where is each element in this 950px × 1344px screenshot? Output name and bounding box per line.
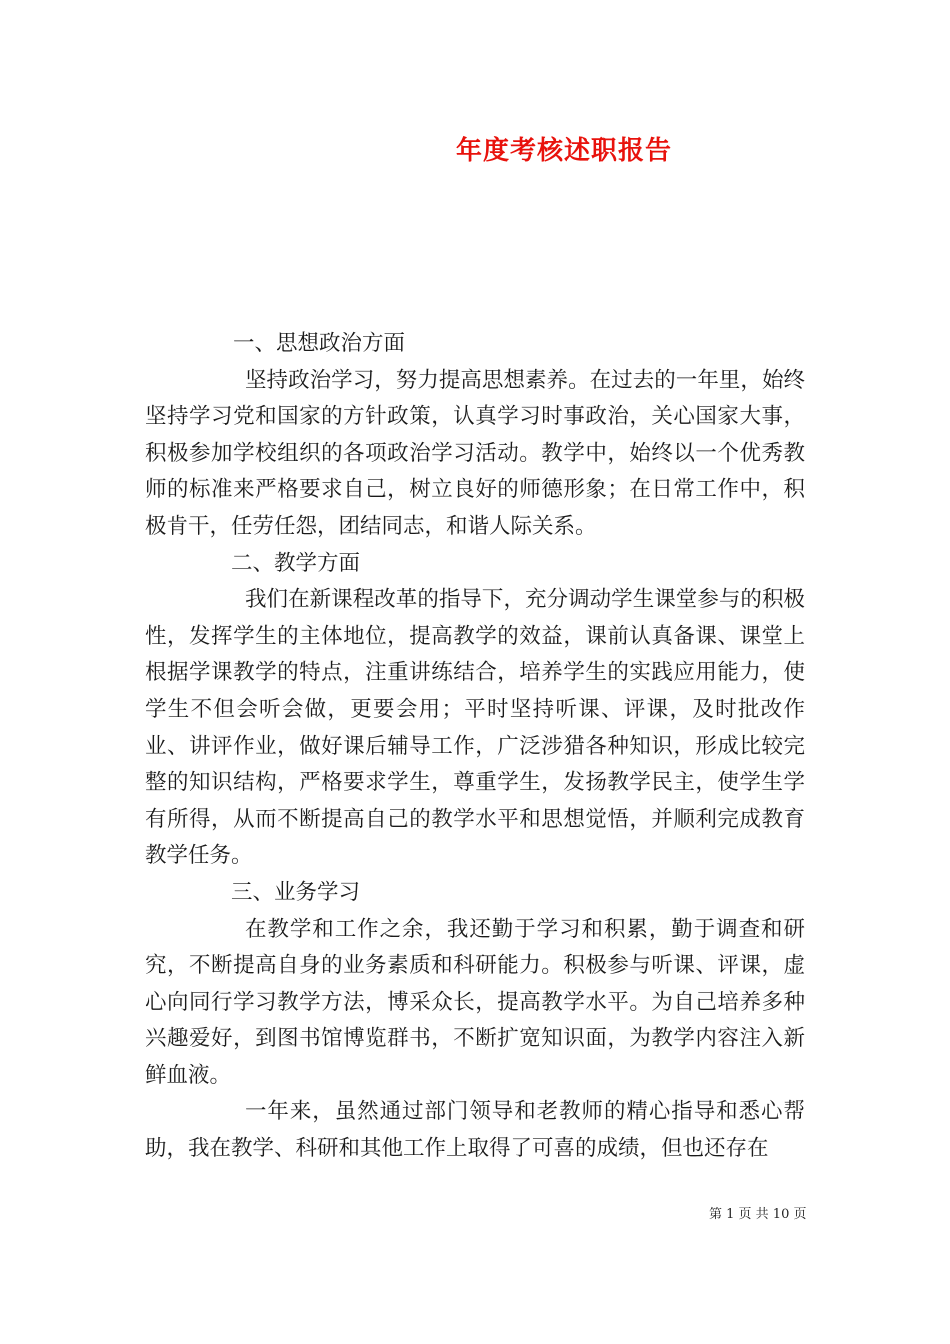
document-body bbox=[145, 326, 805, 1168]
section-heading-study: 三、业务学习 bbox=[231, 879, 361, 905]
section-paragraph-study: 在教学和工作之余，我还勤于学习和积累，勤于调查和研究，不断提高自身的业务素质和科研能力。积极参与听课、评课，虚心向同行学习教学方法，博采众长，提高教学水平。为自己培养多种兴趣爱好，到图书馆博览群书，不断扩宽知识面，为教学内容注入新鲜血液。 bbox=[145, 916, 805, 1088]
section-heading-politics: 一、思想政治方面 bbox=[233, 331, 406, 356]
section-paragraph-teaching: 我们在新课程改革的指导下，充分调动学生课堂参与的积极性，发挥学生的主体地位，提高教学的效益，课前认真备课、课堂上根据学课教学的特点，注重讲练结合，培养学生的实践应用能力，使学生不但会听会做，更要会用；平时坚持听课、评课，及时批改作业、讲评作业，做好课后辅导工作，广泛涉猎各种知识，形成比较完整的知识结构，严格要求学生，尊重学生，发扬教学民主，使学生学有所得，从而不断提高自己的教学水平和思想觉悟，并顺利完成教育教学任务。 bbox=[145, 587, 805, 869]
section-paragraph-politics: 坚持政治学习，努力提高思想素养。在过去的一年里，始终坚持学习党和国家的方针政策，认真学习时事政治，关心国家大事，积极参加学校组织的各项政治学习活动。教学中，始终以一个优秀教师的标准来严格要求自己，树立良好的师德形象；在日常工作中，积极肯干，任劳任怨，团结同志，和谐人际关系。 bbox=[145, 367, 805, 539]
closing-paragraph: 一年来，虽然通过部门领导和老教师的精心指导和悉心帮助，我在教学、科研和其他工作上取得了可喜的成绩，但也还存在 bbox=[145, 1099, 805, 1162]
document-title: 年度考核述职报告 bbox=[455, 136, 672, 166]
section-heading-teaching: 二、教学方面 bbox=[231, 550, 361, 576]
page-number: 第 1 页 共 10 页 bbox=[709, 1207, 807, 1222]
